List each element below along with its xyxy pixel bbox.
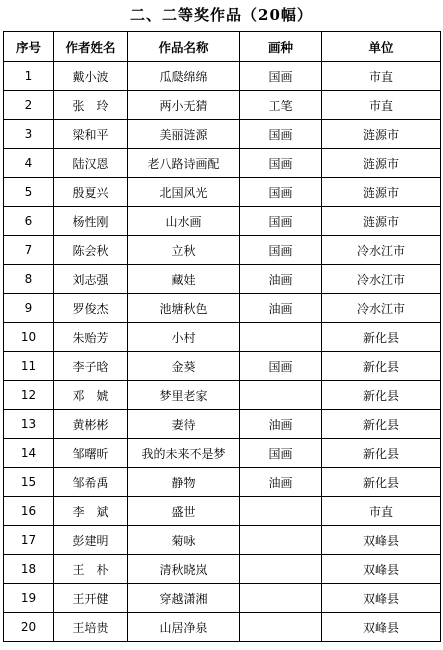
cell-work-title: 老八路诗画配 [128, 149, 240, 178]
cell-number: 9 [4, 294, 54, 323]
document-title: 二、二等奖作品（20幅） [130, 6, 313, 24]
cell-painting-type: 油画 [240, 468, 322, 497]
cell-work-title: 金葵 [128, 352, 240, 381]
table-row [4, 323, 441, 352]
cell-painting-type: 国画 [240, 236, 322, 265]
cell-work-title: 盛世 [128, 497, 240, 526]
cell-painting-type [240, 323, 322, 352]
cell-work-title: 山居净泉 [128, 613, 240, 642]
cell-work-title: 藏娃 [128, 265, 240, 294]
cell-author: 邹希禹 [54, 468, 128, 497]
table-row [4, 352, 441, 381]
table-row [4, 439, 441, 468]
table-row [4, 149, 441, 178]
cell-work-title: 静物 [128, 468, 240, 497]
cell-unit: 新化县 [322, 410, 441, 439]
cell-number: 15 [4, 468, 54, 497]
cell-number: 6 [4, 207, 54, 236]
table-row [4, 178, 441, 207]
cell-work-title: 两小无猜 [128, 91, 240, 120]
header-number: 序号 [4, 32, 54, 62]
cell-author: 刘志强 [54, 265, 128, 294]
cell-painting-type [240, 381, 322, 410]
awards-table [3, 31, 441, 642]
cell-number: 2 [4, 91, 54, 120]
cell-number: 7 [4, 236, 54, 265]
cell-author: 王 朴 [54, 555, 128, 584]
cell-number: 13 [4, 410, 54, 439]
table-row [4, 410, 441, 439]
cell-unit: 冷水江市 [322, 265, 441, 294]
table-row [4, 497, 441, 526]
cell-unit: 市直 [322, 497, 441, 526]
cell-painting-type: 国画 [240, 207, 322, 236]
cell-painting-type [240, 526, 322, 555]
cell-unit: 新化县 [322, 468, 441, 497]
cell-number: 11 [4, 352, 54, 381]
cell-unit: 双峰县 [322, 613, 441, 642]
cell-painting-type: 国画 [240, 149, 322, 178]
cell-number: 8 [4, 265, 54, 294]
cell-work-title: 立秋 [128, 236, 240, 265]
cell-number: 14 [4, 439, 54, 468]
table-row [4, 613, 441, 642]
table-row [4, 120, 441, 149]
header-work-title: 作品名称 [128, 32, 240, 62]
header-painting-type: 画种 [240, 32, 322, 62]
cell-painting-type: 油画 [240, 410, 322, 439]
cell-unit: 涟源市 [322, 178, 441, 207]
table-header [4, 32, 441, 62]
cell-painting-type: 油画 [240, 265, 322, 294]
cell-number: 5 [4, 178, 54, 207]
cell-number: 20 [4, 613, 54, 642]
table-row [4, 236, 441, 265]
cell-author: 邹曙昕 [54, 439, 128, 468]
cell-author: 殷夏兴 [54, 178, 128, 207]
cell-work-title: 菊咏 [128, 526, 240, 555]
cell-author: 彭建明 [54, 526, 128, 555]
cell-work-title: 瓜瓞绵绵 [128, 62, 240, 91]
cell-author: 王开健 [54, 584, 128, 613]
cell-unit: 新化县 [322, 323, 441, 352]
cell-unit: 双峰县 [322, 526, 441, 555]
cell-unit: 双峰县 [322, 584, 441, 613]
cell-work-title: 妻待 [128, 410, 240, 439]
cell-work-title: 美丽涟源 [128, 120, 240, 149]
table-row [4, 294, 441, 323]
cell-unit: 双峰县 [322, 555, 441, 584]
cell-author: 黄彬彬 [54, 410, 128, 439]
cell-work-title: 小村 [128, 323, 240, 352]
cell-number: 3 [4, 120, 54, 149]
cell-unit: 市直 [322, 62, 441, 91]
cell-painting-type [240, 584, 322, 613]
table-row [4, 381, 441, 410]
cell-painting-type: 国画 [240, 120, 322, 149]
cell-work-title: 梦里老家 [128, 381, 240, 410]
table-row [4, 62, 441, 91]
cell-painting-type: 国画 [240, 62, 322, 91]
cell-work-title: 穿越潇湘 [128, 584, 240, 613]
cell-number: 18 [4, 555, 54, 584]
cell-unit: 涟源市 [322, 207, 441, 236]
cell-unit: 涟源市 [322, 149, 441, 178]
header-row [4, 32, 441, 62]
table-row [4, 584, 441, 613]
cell-author: 张 玲 [54, 91, 128, 120]
cell-painting-type [240, 613, 322, 642]
cell-unit: 冷水江市 [322, 236, 441, 265]
cell-number: 17 [4, 526, 54, 555]
cell-painting-type: 国画 [240, 178, 322, 207]
cell-painting-type [240, 555, 322, 584]
cell-unit: 涟源市 [322, 120, 441, 149]
header-author: 作者姓名 [54, 32, 128, 62]
cell-work-title: 池塘秋色 [128, 294, 240, 323]
cell-number: 4 [4, 149, 54, 178]
cell-work-title: 山水画 [128, 207, 240, 236]
cell-painting-type [240, 497, 322, 526]
cell-painting-type: 油画 [240, 294, 322, 323]
table-row [4, 468, 441, 497]
cell-author: 王培贵 [54, 613, 128, 642]
cell-work-title: 我的未来不是梦 [128, 439, 240, 468]
table-row [4, 91, 441, 120]
cell-painting-type: 工笔 [240, 91, 322, 120]
table-body [4, 62, 441, 642]
table-row [4, 265, 441, 294]
cell-number: 1 [4, 62, 54, 91]
cell-author: 邓 婋 [54, 381, 128, 410]
cell-unit: 新化县 [322, 439, 441, 468]
cell-unit: 市直 [322, 91, 441, 120]
cell-author: 陈会秋 [54, 236, 128, 265]
cell-number: 12 [4, 381, 54, 410]
cell-unit: 新化县 [322, 381, 441, 410]
cell-author: 朱贻芳 [54, 323, 128, 352]
cell-painting-type: 国画 [240, 352, 322, 381]
cell-painting-type: 国画 [240, 439, 322, 468]
cell-unit: 新化县 [322, 352, 441, 381]
cell-author: 李子晗 [54, 352, 128, 381]
table-row [4, 555, 441, 584]
cell-author: 罗俊杰 [54, 294, 128, 323]
cell-unit: 冷水江市 [322, 294, 441, 323]
cell-work-title: 北国风光 [128, 178, 240, 207]
cell-number: 19 [4, 584, 54, 613]
cell-number: 16 [4, 497, 54, 526]
cell-author: 杨性刚 [54, 207, 128, 236]
cell-number: 10 [4, 323, 54, 352]
cell-author: 戴小波 [54, 62, 128, 91]
cell-work-title: 清秋晓岚 [128, 555, 240, 584]
table-row [4, 526, 441, 555]
header-unit: 单位 [322, 32, 441, 62]
cell-author: 李 斌 [54, 497, 128, 526]
cell-author: 梁和平 [54, 120, 128, 149]
cell-author: 陆汉恩 [54, 149, 128, 178]
table-row [4, 207, 441, 236]
